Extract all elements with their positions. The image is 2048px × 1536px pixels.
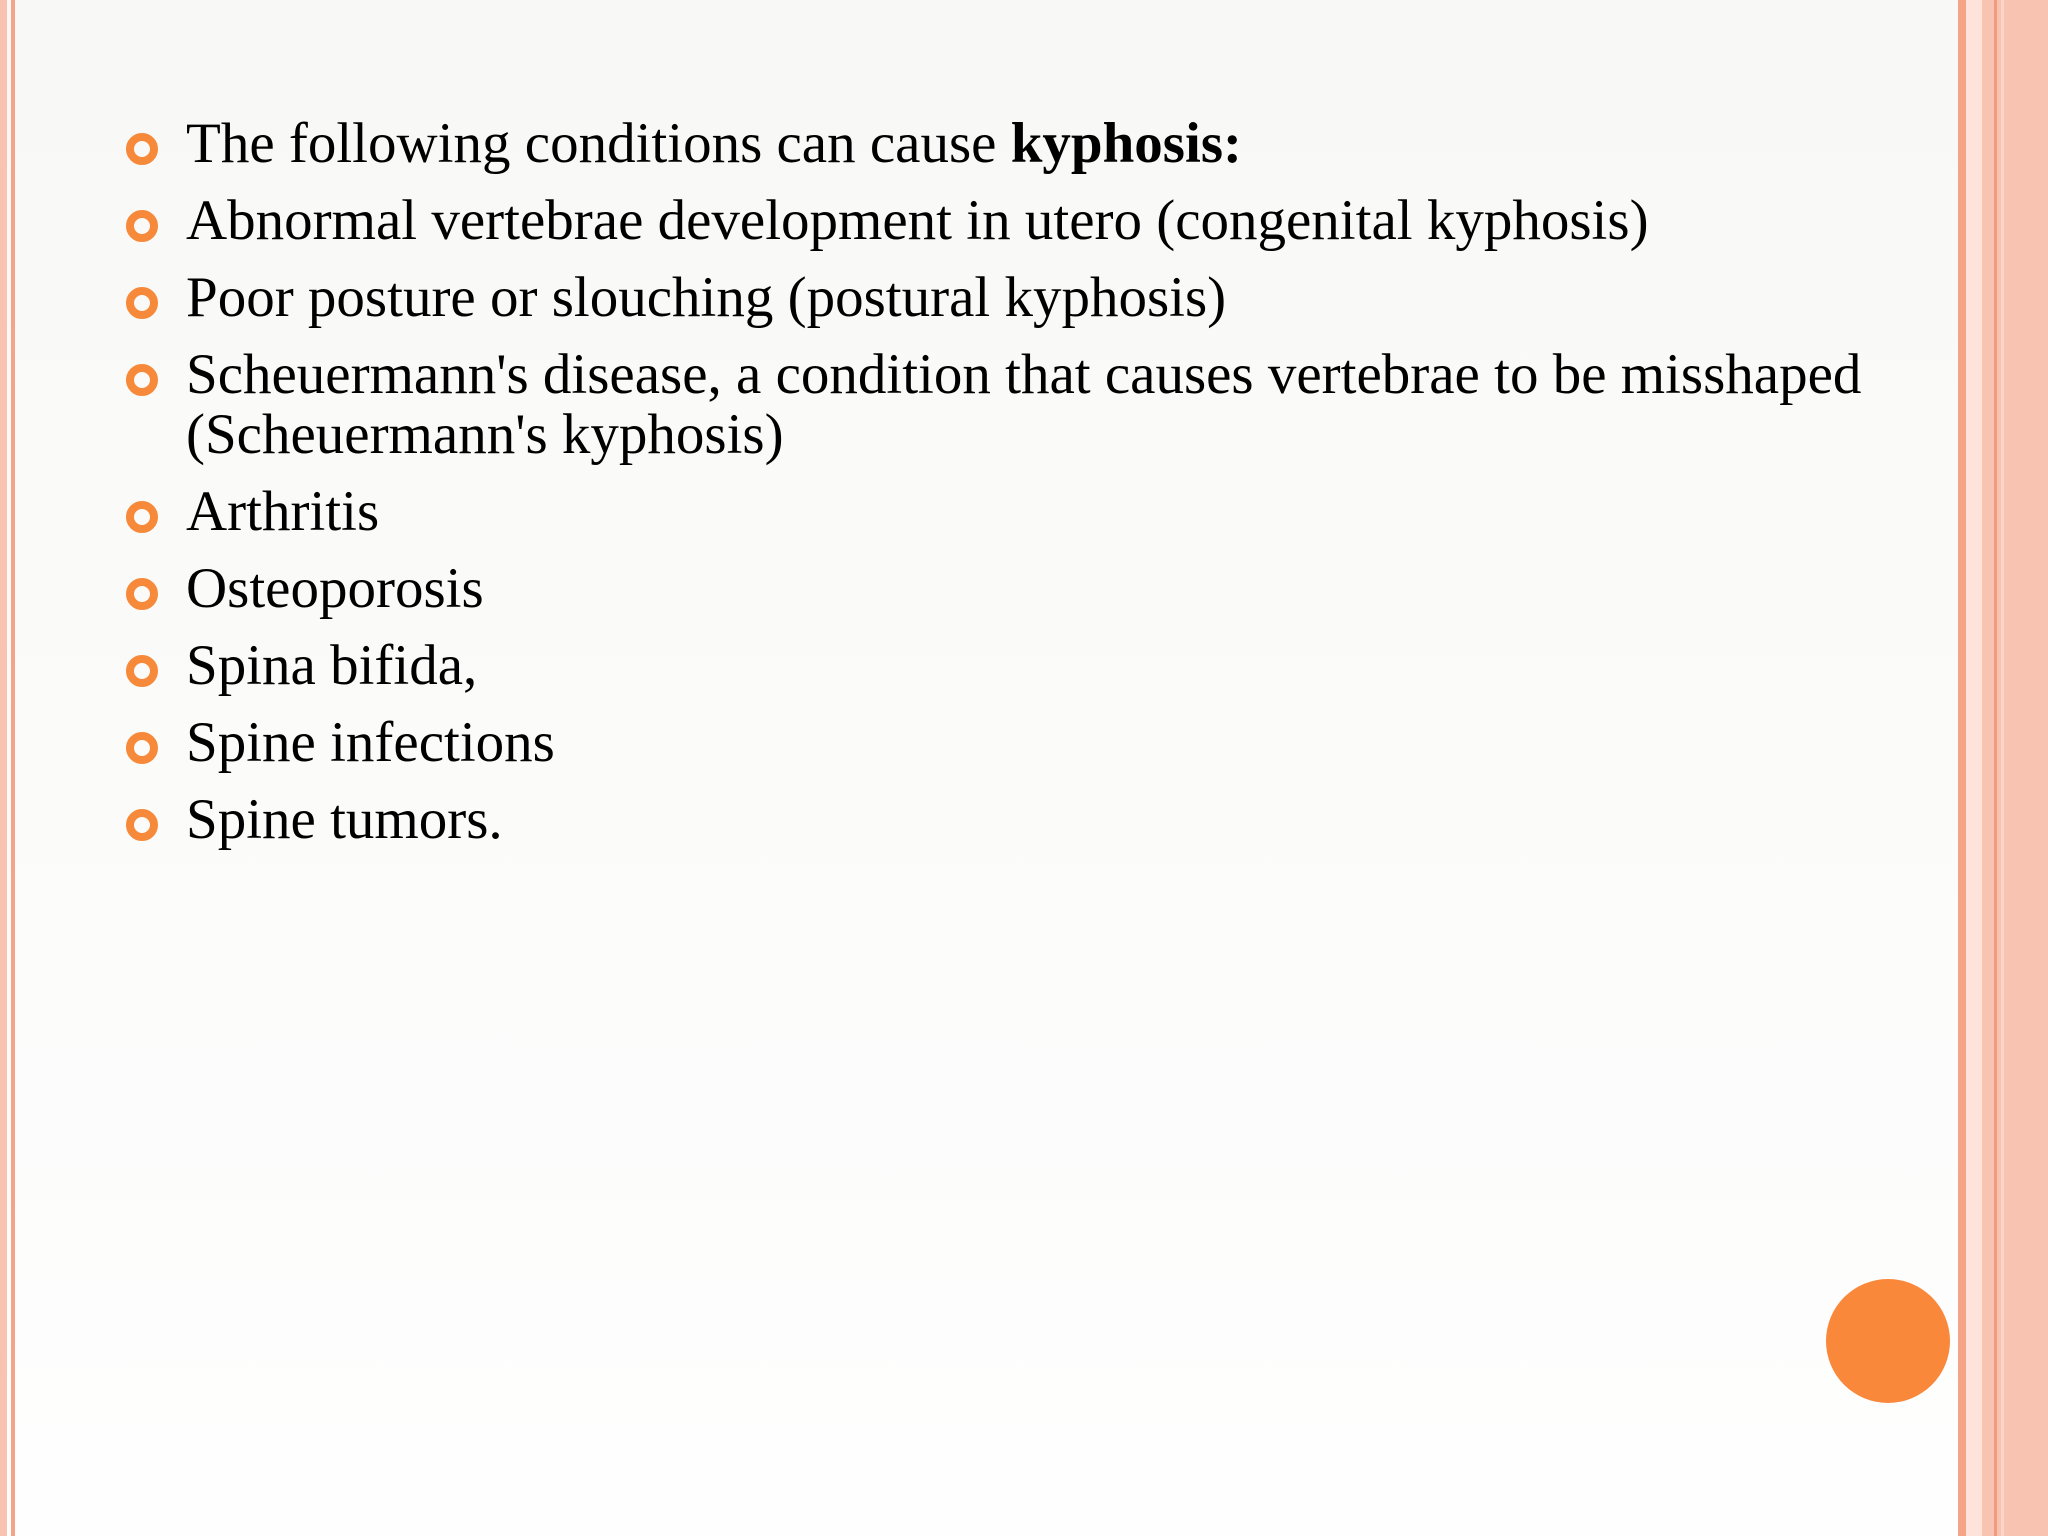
bullet-ring-icon (126, 655, 158, 687)
slide-content (126, 114, 1926, 867)
bullet-ring-icon (126, 732, 158, 764)
list-item-text: Abnormal vertebrae development in utero (congenital kyphosis) (186, 189, 1649, 252)
left-border-accent-stripe (11, 0, 15, 1536)
list-item-text: Poor posture or slouching (postural kyphosis) (186, 266, 1227, 329)
bullet-ring-icon (126, 364, 158, 396)
list-item-text: Spine infections (186, 711, 555, 774)
list-item (126, 713, 1926, 773)
list-item-text: Spina bifida, (186, 634, 478, 697)
bullet-ring-icon (126, 287, 158, 319)
list-item-text: The following conditions can cause (186, 112, 1011, 175)
bullet-list (126, 114, 1926, 850)
list-item (126, 345, 1886, 465)
list-item (126, 790, 1926, 850)
list-item (126, 559, 1926, 619)
bullet-ring-icon (126, 501, 158, 533)
list-item (126, 268, 1926, 328)
right-border-accent-stripe (1958, 0, 1966, 1536)
list-item-text: Spine tumors. (186, 788, 503, 851)
bullet-ring-icon (126, 210, 158, 242)
right-border-light-stripe (1966, 0, 1982, 1536)
list-item-text: Scheuermann's disease, a condition that causes vertebrae to be misshaped (Scheuermann's kyphosis) (186, 343, 1862, 466)
list-item (126, 482, 1926, 542)
bullet-ring-icon (126, 133, 158, 165)
list-item-text: Osteoporosis (186, 557, 484, 620)
list-item-text: Arthritis (186, 480, 380, 543)
right-border-pale-stripe (2001, 0, 2004, 1536)
list-item-emphasis: kyphosis: (1010, 112, 1242, 175)
list-item (126, 191, 1926, 251)
left-border-stripe (0, 0, 7, 1536)
bullet-ring-icon (126, 809, 158, 841)
right-border-stripe (1982, 0, 2048, 1536)
list-item (126, 114, 1926, 174)
right-border-thin-stripe (1994, 0, 1997, 1536)
orange-circle-icon (1826, 1279, 1950, 1403)
bullet-ring-icon (126, 578, 158, 610)
list-item (126, 636, 1926, 696)
